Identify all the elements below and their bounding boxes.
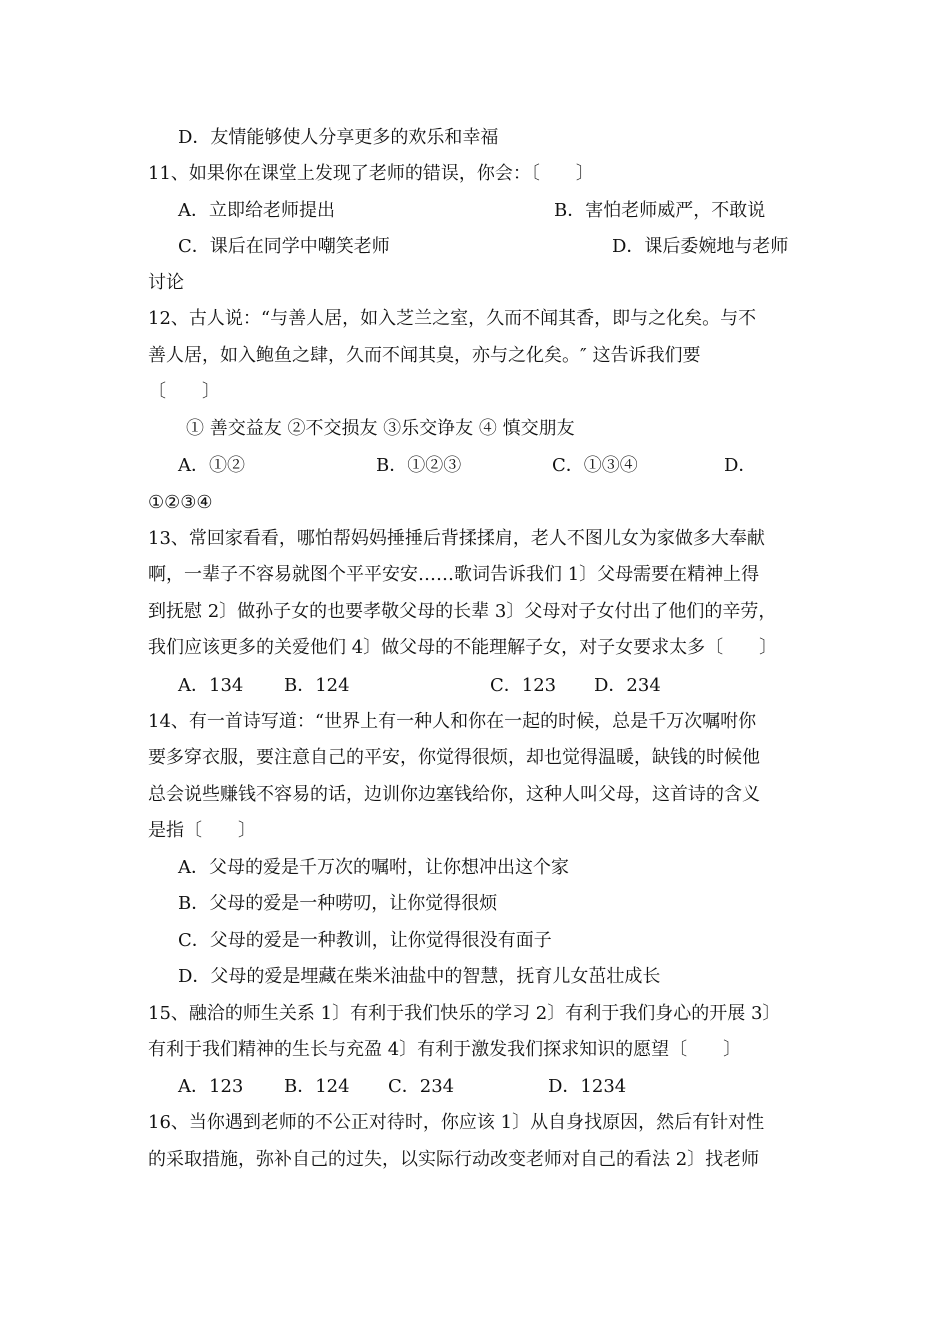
text-line: B．124 xyxy=(284,675,350,696)
text-line: 16、当你遇到老师的不公正对待时，你应该 1〕从自身找原因，然后有针对性 xyxy=(148,1112,765,1133)
text-line: D． xyxy=(724,455,757,476)
text-line: 要多穿衣服，要注意自己的平安，你觉得很烦，却也觉得温暖，缺钱的时候他 xyxy=(148,747,760,768)
text-line: D．父母的爱是埋藏在柴米油盐中的智慧，抚育儿女茁壮成长 xyxy=(178,966,661,987)
text-line: 15、融洽的师生关系 1〕有利于我们快乐的学习 2〕有利于我们身心的开展 3〕 xyxy=(148,1003,781,1024)
text-line: 善人居，如入鲍鱼之肆，久而不闻其臭，亦与之化矣。″ 这告诉我们要 xyxy=(148,345,701,366)
text-line: 13、常回家看看，哪怕帮妈妈捶捶后背揉揉肩，老人不图儿女为家做多大奉献 xyxy=(148,528,765,549)
text-line: 是指〔 〕 xyxy=(148,820,256,841)
text-line: B．124 xyxy=(284,1076,350,1097)
text-line: A．立即给老师提出 xyxy=(178,200,335,221)
text-line: 14、有一首诗写道：“世界上有一种人和你在一起的时候，总是千万次嘱咐你 xyxy=(148,711,757,732)
text-line: 总会说些赚钱不容易的话，边训你边塞钱给你，这种人叫父母，这首诗的含义 xyxy=(148,784,760,805)
text-line: C．234 xyxy=(388,1076,455,1097)
text-line: 12、古人说：“与善人居，如入芝兰之室，久而不闻其香，即与之化矣。与不 xyxy=(148,308,757,329)
text-line: C．123 xyxy=(490,675,557,696)
text-line: D．友情能够使人分享更多的欢乐和幸福 xyxy=(178,127,499,148)
text-line: C．课后在同学中嘲笑老师 xyxy=(178,236,390,257)
text-line: B．害怕老师威严，不敢说 xyxy=(554,200,766,221)
text-line: 11、如果你在课堂上发现了老师的错误，你会：〔 〕 xyxy=(148,163,594,184)
text-line: C．父母的爱是一种教训，让你觉得很没有面子 xyxy=(178,930,552,951)
text-line: 有利于我们精神的生长与充盈 4〕有利于激发我们探求知识的愿望〔 〕 xyxy=(148,1039,742,1060)
text-line: 的采取措施，弥补自己的过失，以实际行动改变老师对自己的看法 2〕找老师 xyxy=(148,1149,760,1170)
text-line: A．134 xyxy=(178,675,244,696)
text-line: A．父母的爱是千万次的嘱咐，让你想冲出这个家 xyxy=(178,857,569,878)
text-line: B．父母的爱是一种唠叨，让你觉得很烦 xyxy=(178,893,498,914)
text-line: 啊，一辈子不容易就图个平平安安……歌词告诉我们 1〕父母需要在精神上得 xyxy=(148,564,760,585)
text-line: B．①②③ xyxy=(376,455,462,476)
text-line: 我们应该更多的关爱他们 4〕做父母的不能理解子女，对子女要求太多〔 〕 xyxy=(148,637,778,658)
text-line: ①②③④ xyxy=(148,492,213,513)
text-line: D．234 xyxy=(594,675,661,696)
text-line: 讨论 xyxy=(148,272,184,293)
text-line: C．①③④ xyxy=(552,455,638,476)
text-line: D．课后委婉地与老师 xyxy=(612,236,789,257)
text-line: A．①② xyxy=(178,455,245,476)
text-line: ① 善交益友 ②不交损友 ③乐交诤友 ④ 慎交朋友 xyxy=(186,418,575,439)
text-line: 到抚慰 2〕做孙子女的也要孝敬父母的长辈 3〕父母对子女付出了他们的辛劳， xyxy=(148,601,777,622)
text-line: A．123 xyxy=(178,1076,244,1097)
text-line: D．1234 xyxy=(548,1076,627,1097)
text-line: 〔 〕 xyxy=(148,381,220,402)
